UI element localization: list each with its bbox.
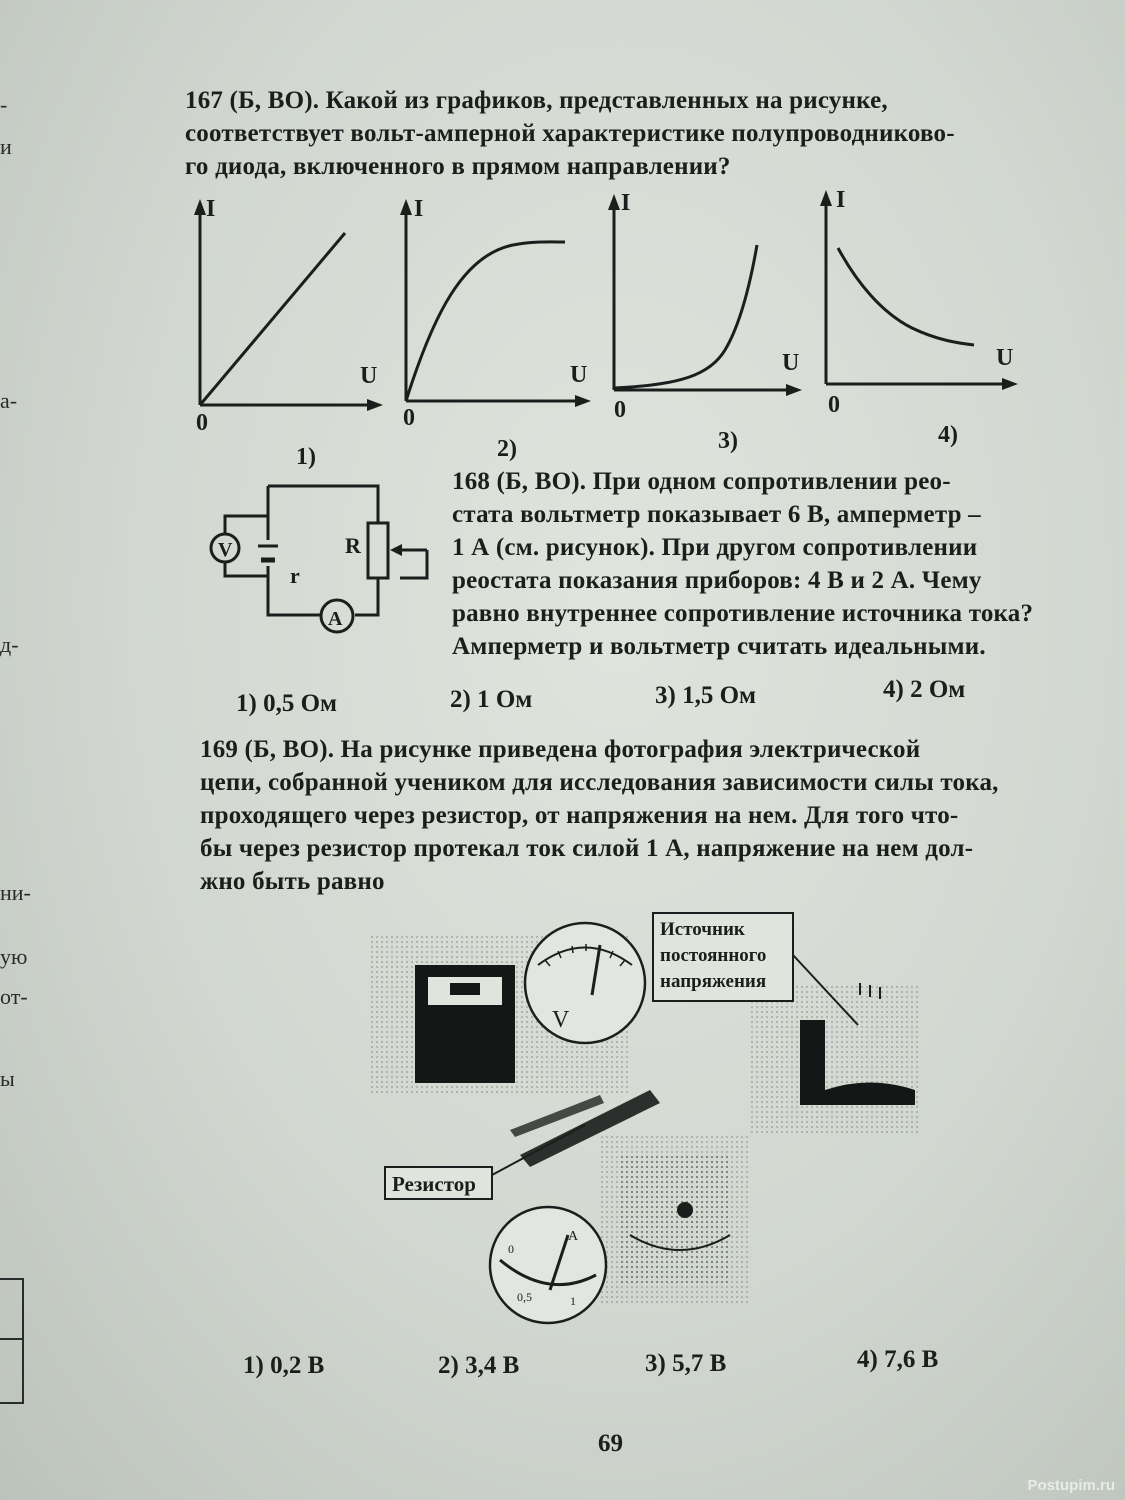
photo-voltmeter-letter: V (552, 1007, 570, 1033)
graph-1-linear (185, 195, 385, 435)
circuit-internal-label: r (290, 563, 300, 588)
graph-1-number: 1) (296, 444, 316, 470)
text-line: равно внутреннее сопротивление источника тока? (452, 600, 1034, 627)
photo-ammeter-letter: A (568, 1229, 579, 1244)
question-167-text (185, 84, 1035, 183)
graph-2-number: 2) (497, 436, 517, 462)
photo-source-label-line: напряжения (660, 971, 767, 992)
q169-answer-4: 4) 7,6 В (857, 1346, 939, 1373)
graph-2-x-label: U (570, 362, 588, 388)
graph-3-exponential (600, 190, 810, 430)
text-line: бы через резистор протекал ток силой 1 А, напряжение на нем дол- (200, 835, 974, 862)
graph-1-y-label: I (206, 196, 216, 222)
edge-fragment: а- (0, 388, 18, 413)
photo-ammeter-scale: 0 (508, 1242, 514, 1256)
text-line: соответствует вольт-амперной характеристике полупроводниково- (185, 120, 955, 147)
photo-source-label-line: Источник (660, 919, 745, 940)
question-169-text (200, 733, 1045, 898)
text-line: 168 (Б, ВО). При одном сопротивлении рео- (452, 468, 951, 495)
q168-answer-2: 2) 1 Ом (450, 686, 533, 713)
watermark: Postupim.ru (1027, 1477, 1115, 1494)
graph-4-decaying (812, 188, 1027, 398)
text-line: 169 (Б, ВО). На рисунке приведена фотография электрической (200, 736, 921, 763)
text-line: го диода, включенного в прямом направлении? (185, 153, 731, 180)
q168-answer-3: 3) 1,5 Ом (655, 682, 757, 709)
q168-answer-4: 4) 2 Ом (883, 676, 966, 703)
circuit-resistor-label: R (345, 533, 361, 558)
graph-2-origin: 0 (403, 405, 415, 431)
photo-ammeter-scale: 0,5 (517, 1290, 532, 1304)
text-line: реостата показания приборов: 4 В и 2 А. Чему (452, 567, 982, 594)
graph-3-y-label: I (621, 190, 631, 216)
photo-ammeter-scale: 1 (570, 1294, 576, 1308)
text-line: 1 А (см. рисунок). При другом сопротивлении (452, 534, 978, 561)
edge-fragment: ы (0, 1066, 15, 1091)
photo-source-label-line: постоянного (660, 945, 767, 966)
edge-fragment: от- (0, 984, 28, 1009)
graph-3-number: 3) (718, 428, 738, 454)
text-line: Амперметр и вольтметр считать идеальными. (452, 633, 986, 660)
question-168-text (452, 465, 1042, 663)
edge-fragment: - (0, 92, 8, 117)
edge-fragment: ни- (0, 880, 31, 905)
circuit-voltmeter-label: V (218, 539, 233, 561)
edge-fragment: и (0, 134, 12, 159)
graph-1-origin: 0 (196, 410, 208, 436)
graph-3-x-label: U (782, 350, 800, 376)
circuit-photo (370, 905, 930, 1325)
q169-answer-1: 1) 0,2 В (243, 1352, 325, 1379)
edge-table-fragment (0, 1278, 24, 1404)
edge-fragment: д- (0, 632, 19, 657)
graph-2-y-label: I (414, 196, 424, 222)
graph-4-number: 4) (938, 422, 958, 448)
text-line: проходящего через резистор, от напряжения на нем. Для того что- (200, 802, 959, 829)
graph-3-origin: 0 (614, 397, 626, 423)
graph-4-y-label: I (836, 187, 846, 213)
q168-answer-1: 1) 0,5 Ом (236, 690, 338, 717)
text-line: стата вольтметр показывает 6 В, амперметр – (452, 501, 981, 528)
q169-answer-3: 3) 5,7 В (645, 1350, 727, 1377)
page-number: 69 (598, 1430, 623, 1457)
graph-4-origin: 0 (828, 392, 840, 418)
text-line: цепи, собранной учеником для исследования зависимости силы тока, (200, 769, 999, 796)
text-line: жно быть равно (200, 868, 385, 895)
graph-1-x-label: U (360, 363, 378, 389)
graph-2-saturating (393, 195, 603, 435)
circuit-diagram (195, 478, 445, 648)
circuit-ammeter-label: A (328, 608, 343, 630)
q169-answer-2: 2) 3,4 В (438, 1352, 520, 1379)
text-line: 167 (Б, ВО). Какой из графиков, представленных на рисунке, (185, 87, 888, 114)
edge-fragment: ую (0, 944, 28, 969)
graph-4-x-label: U (996, 345, 1014, 371)
photo-resistor-label: Резистор (392, 1172, 476, 1196)
